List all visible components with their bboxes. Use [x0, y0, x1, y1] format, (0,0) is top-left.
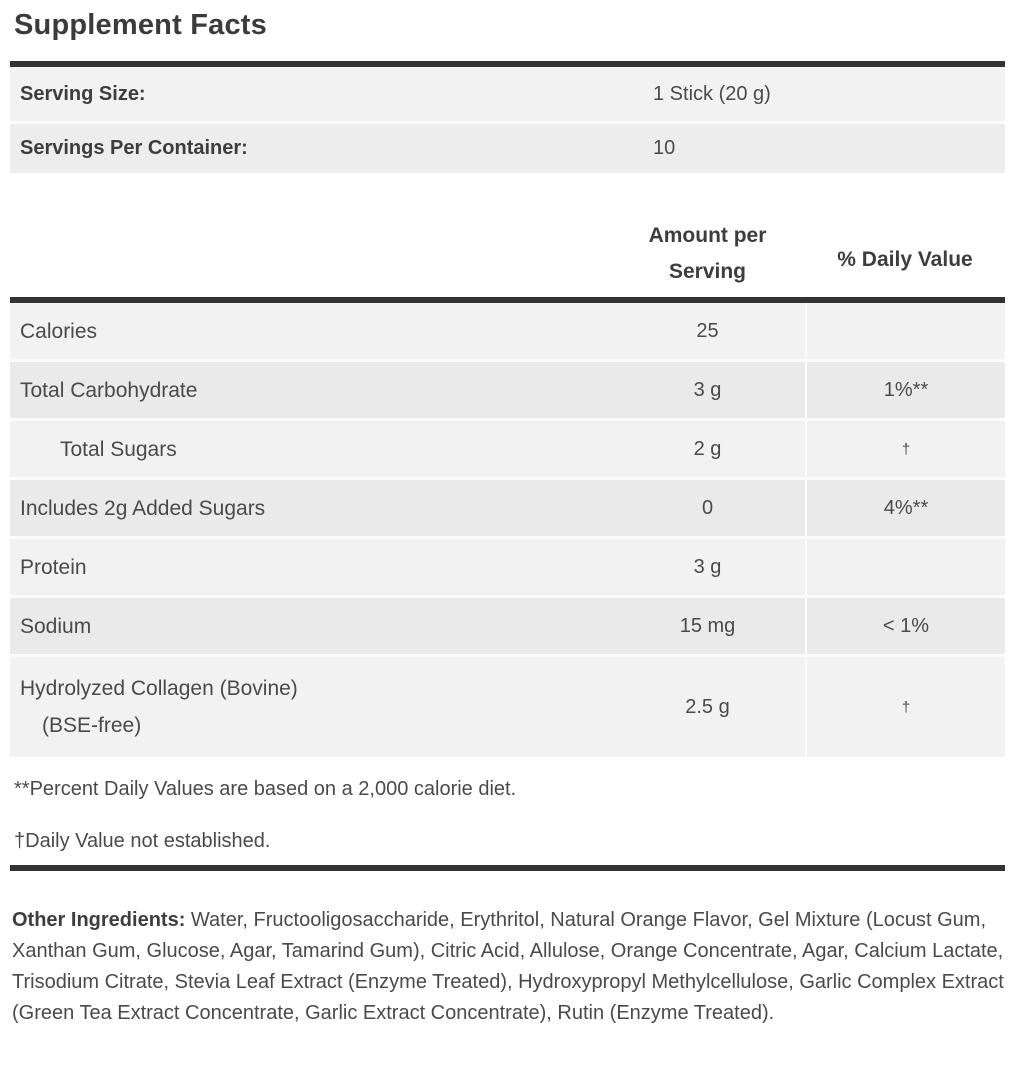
nutrition-table-body: [10, 303, 1005, 757]
servings-per-container-row: [10, 121, 1005, 173]
page-title: Supplement Facts: [14, 9, 267, 41]
other-ingredients-text: Water, Fructooligosaccharide, Erythritol, Natural Orange Flavor, Gel Mixture (Locust Gum, Xanthan Gum, Glucose, Agar, Tamarind Gum), Citric Acid, Allulose, Orange Concentrate, Agar, Calcium Lactate, Trisodium Citrate, Stevia Leaf Extract (Enzyme Treated), Hydroxypropyl Methylcellulose, Garlic Complex Extract (Green Tea Extract Concentrate, Garlic Extract Concentrate), Rutin (Enzyme Treated).: [12, 909, 1004, 1024]
footnote-daily-value-not-established: †Daily Value not established.: [14, 830, 271, 852]
nutrition-table-header: [10, 173, 1005, 297]
nutrient-daily-value: †: [805, 421, 1005, 477]
nutrient-label: Includes 2g Added Sugars: [20, 496, 266, 520]
table-row-added-sugars: [10, 480, 1005, 539]
serving-info-section: [10, 67, 1005, 173]
servings-per-container-value: 10: [653, 137, 676, 159]
nutrient-daily-value: †: [805, 657, 1005, 757]
footnote-percent-daily-values: **Percent Daily Values are based on a 2,000 calorie diet.: [14, 778, 517, 800]
nutrient-daily-value: [805, 539, 1005, 595]
nutrient-label: Sodium: [20, 614, 92, 638]
percent-daily-value-header: % Daily Value: [837, 248, 973, 271]
nutrient-label: Total Sugars: [60, 437, 177, 461]
nutrient-amount: 0: [701, 496, 714, 519]
table-row-calories: [10, 303, 1005, 362]
servings-per-container-label: Servings Per Container:: [20, 137, 248, 159]
nutrient-label: [10, 670, 610, 744]
nutrient-amount: 2 g: [693, 437, 722, 460]
amount-per-serving-header: Amount per Serving: [648, 224, 767, 283]
nutrient-daily-value: < 1%: [805, 598, 1005, 654]
bottom-rule: [10, 865, 1005, 871]
nutrient-amount: 3 g: [693, 555, 722, 578]
table-row-total-carbohydrate: [10, 362, 1005, 421]
serving-size-label: Serving Size:: [20, 82, 146, 105]
nutrient-label: Protein: [20, 555, 87, 579]
table-row-total-sugars: [10, 421, 1005, 480]
nutrient-label: Total Carbohydrate: [20, 378, 198, 402]
nutrient-daily-value: [805, 303, 1005, 359]
table-row-protein: [10, 539, 1005, 598]
nutrient-label-line1: Hydrolyzed Collagen (Bovine): [20, 677, 298, 700]
other-ingredients-paragraph: [10, 905, 1005, 1029]
nutrient-label: Calories: [20, 319, 98, 343]
nutrient-amount: 3 g: [693, 378, 722, 401]
nutrient-amount: 2.5 g: [685, 695, 730, 718]
serving-size-row: [10, 67, 1005, 121]
serving-size-value: 1 Stick (20 g): [653, 82, 771, 105]
nutrient-label-line2: (BSE-free): [42, 714, 142, 737]
other-ingredients-label: Other Ingredients:: [12, 909, 186, 931]
table-row-hydrolyzed-collagen: [10, 657, 1005, 757]
nutrient-amount: 15 mg: [679, 614, 736, 637]
nutrient-daily-value: 4%**: [805, 480, 1005, 536]
supplement-facts-label: [10, 0, 1005, 1029]
nutrient-amount: 25: [696, 319, 719, 342]
nutrient-daily-value: 1%**: [805, 362, 1005, 418]
table-row-sodium: [10, 598, 1005, 657]
